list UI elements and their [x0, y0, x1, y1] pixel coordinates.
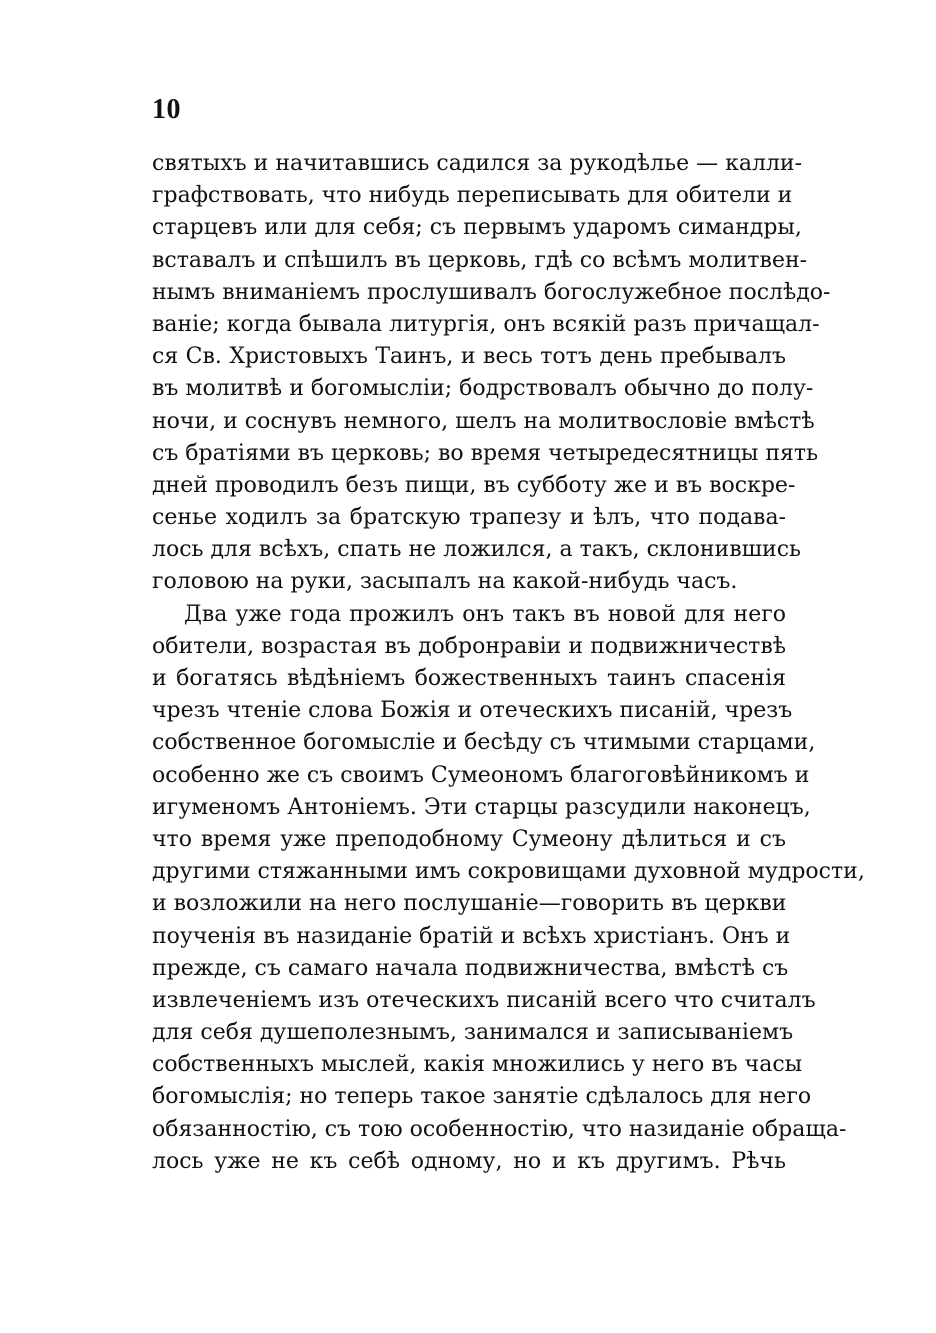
text-line: съ братіями въ церковь; во время четыредесятницы пять	[152, 440, 819, 466]
text-line: обязанностію, съ тою особенностію, что назиданіе обраща-	[152, 1116, 847, 1142]
text-line: лось для всѣхъ, спать не ложился, а такъ, склонившись	[152, 537, 802, 563]
text-line: особенно же съ своимъ Сумеономъ благоговѣйникомъ и	[152, 762, 810, 788]
text-line: игуменомъ Антоніемъ. Эти старцы разсудили наконецъ,	[152, 794, 811, 820]
text-line: собственныхъ мыслей, какія множились у него въ часы	[152, 1052, 803, 1078]
text-line: нымъ вниманіемъ прослушивалъ богослужебное послѣдо-	[152, 279, 831, 305]
text-line: головою на руки, засыпалъ на какой-нибудь часъ.	[152, 569, 738, 595]
text-line: ночи, и соснувъ немного, шелъ на молитвословіе вмѣстѣ	[152, 408, 815, 434]
text-line: поученія въ назиданіе братій и всѣхъ христіанъ. Онъ и	[152, 923, 791, 949]
text-line: старцевъ или для себя; съ первымъ ударомъ симандры,	[152, 215, 802, 241]
text-line: что время уже преподобному Сумеону дѣлиться и съ	[152, 826, 786, 852]
text-line: собственное богомысліе и бесѣду съ чтимыми старцами,	[152, 730, 816, 756]
paragraph-1	[152, 148, 831, 599]
paragraph-2	[152, 599, 865, 1178]
page-number: 10	[152, 94, 181, 125]
text-line: и возложили на него послушаніе—говорить въ церкви	[152, 891, 787, 917]
text-line: сенье ходилъ за братскую трапезу и ѣлъ, что подава-	[152, 505, 786, 531]
text-line: извлеченіемъ изъ отеческихъ писаній всего что считалъ	[152, 987, 816, 1013]
text-line: святыхъ и начитавшись садился за рукодѣлье — калли-	[152, 151, 803, 176]
text-line: дней проводилъ безъ пищи, въ субботу же и въ воскре-	[152, 472, 796, 498]
text-line: ся Св. Христовыхъ Таинъ, и весь тотъ день пребывалъ	[152, 344, 786, 370]
body-text	[152, 148, 865, 1178]
text-line: другими стяжанными имъ сокровищами духовной мудрости,	[152, 859, 865, 885]
text-line: вставалъ и спѣшилъ въ церковь, гдѣ со всѣмъ молитвен-	[152, 247, 808, 273]
text-line: графствовать, что нибудь переписывать для обители и	[152, 183, 793, 209]
text-line: для себя душеполезнымъ, занимался и записываніемъ	[152, 1020, 794, 1046]
text-line: лось уже не къ себѣ одному, но и къ другимъ. Рѣчь	[152, 1148, 786, 1174]
text-line: богомыслія; но теперь такое занятіе сдѣлалось для него	[152, 1084, 812, 1110]
text-line: ваніе; когда бывала литургія, онъ всякій разъ причащал-	[152, 311, 820, 337]
text-line: чрезъ чтеніе слова Божія и отеческихъ писаній, чрезъ	[152, 698, 793, 724]
text-line: прежде, съ самаго начала подвижничества, вмѣстѣ съ	[152, 955, 789, 981]
text-line: Два уже года прожилъ онъ такъ въ новой для него	[184, 601, 786, 627]
text-line: обители, возрастая въ добронравіи и подвижничествѣ	[152, 633, 786, 659]
text-line: и богатясь вѣдѣніемъ божественныхъ таинъ спасенія	[152, 666, 786, 691]
text-line: въ молитвѣ и богомысліи; бодрствовалъ обычно до полу-	[152, 376, 814, 402]
